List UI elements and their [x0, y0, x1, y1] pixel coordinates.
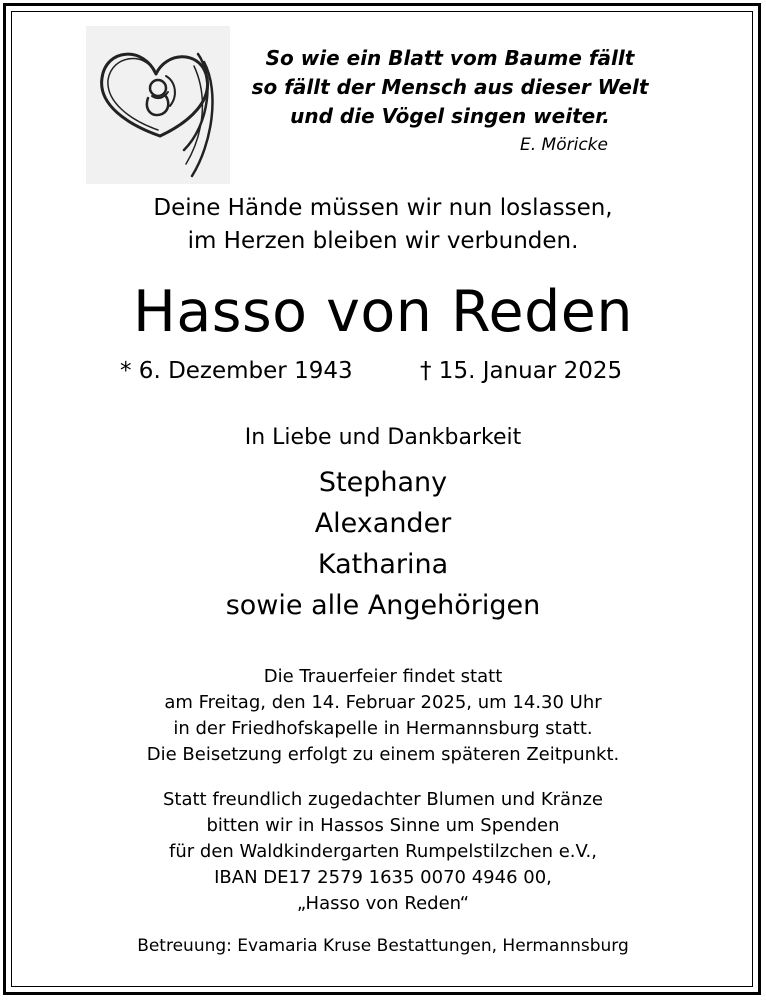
poem-line: so fällt der Mensch aus dieser Welt — [251, 75, 649, 99]
ceremony-line: Die Trauerfeier findet statt — [263, 666, 503, 687]
death-date: † 15. Januar 2025 — [420, 358, 623, 384]
opening-text — [0, 192, 766, 258]
poem-line: So wie ein Blatt vom Baume fällt — [265, 46, 635, 70]
deceased-name: Hasso von Reden — [132, 279, 633, 345]
ceremony-line: in der Friedhofskapelle in Hermannsburg statt. — [173, 718, 593, 739]
mourner-name: Alexander — [314, 508, 452, 539]
heart-with-rose-icon — [86, 26, 230, 184]
donation-line: Statt freundlich zugedachter Blumen und Kränze — [162, 789, 604, 810]
poem-quote — [240, 44, 660, 131]
ceremony-line: Die Beisetzung erfolgt zu einem späteren Zeitpunkt. — [146, 744, 620, 765]
mourner-name: sowie alle Angehörigen — [225, 590, 541, 621]
ceremony-info — [0, 664, 766, 768]
donation-iban: IBAN DE17 2579 1635 0070 4946 00, — [214, 867, 552, 888]
donation-reference: „Hasso von Reden“ — [296, 893, 470, 914]
mourners-list — [0, 462, 766, 626]
mourner-name: Stephany — [318, 467, 448, 498]
undertaker-credit: Betreuung: Evamaria Kruse Bestattungen, Hermannsburg — [137, 936, 629, 956]
birth-date: * 6. Dezember 1943 — [120, 358, 353, 384]
opening-line: im Herzen bleiben wir verbunden. — [187, 228, 579, 254]
ceremony-line: am Freitag, den 14. Februar 2025, um 14.30 Uhr — [164, 692, 602, 713]
poem-author: E. Möricke — [520, 135, 608, 155]
donation-line: für den Waldkindergarten Rumpelstilzchen e.V., — [169, 841, 597, 862]
donation-line: bitten wir in Hassos Sinne um Spenden — [206, 815, 560, 836]
opening-line: Deine Hände müssen wir nun loslassen, — [153, 195, 613, 221]
mourner-name: Katharina — [317, 549, 449, 580]
poem-line: und die Vögel singen weiter. — [290, 104, 610, 128]
dedication-text: In Liebe und Dankbarkeit — [244, 425, 522, 450]
donation-info — [0, 787, 766, 917]
